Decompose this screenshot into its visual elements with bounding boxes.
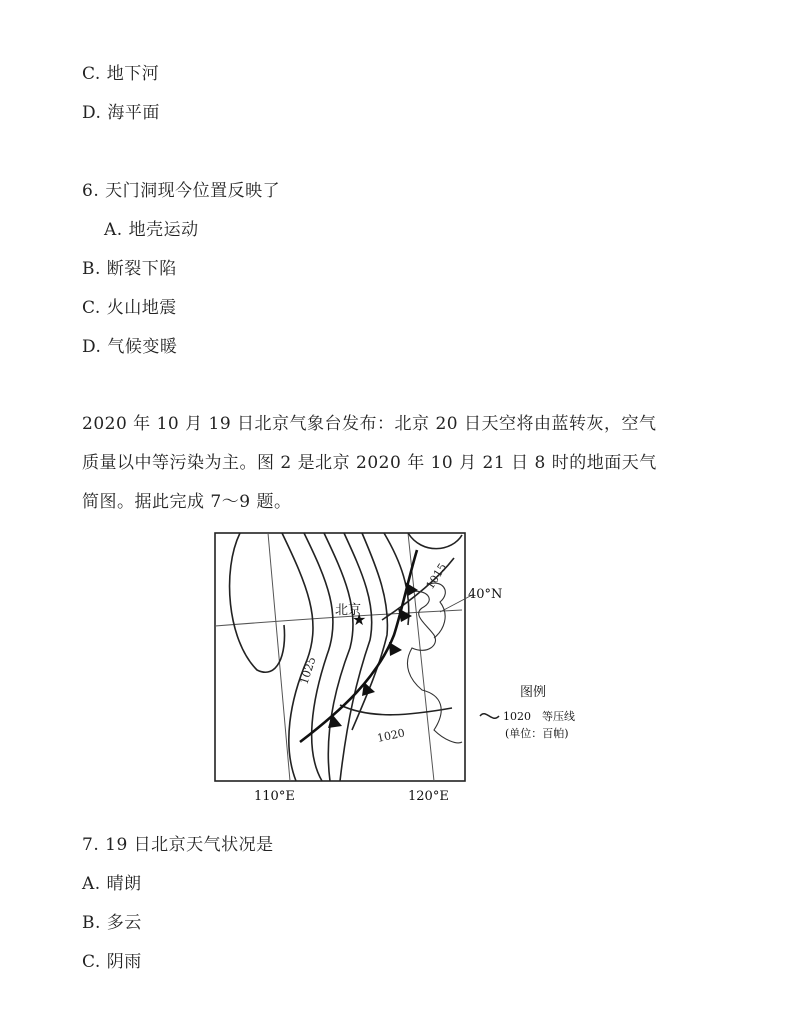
q6-option-b: B. 断裂下陷 xyxy=(82,259,177,279)
q5-option-d: D. 海平面 xyxy=(82,103,160,123)
q6-stem: 6. 天门洞现今位置反映了 xyxy=(82,181,281,201)
q6-option-d: D. 气候变暖 xyxy=(82,337,178,357)
isobar-west xyxy=(230,533,285,672)
lon-label-120: 120°E xyxy=(408,789,449,804)
city-label: 北京 xyxy=(335,603,362,618)
q5-option-c: C. 地下河 xyxy=(82,64,160,84)
legend-isobar-icon xyxy=(480,714,499,719)
isobar-1020 xyxy=(340,705,452,715)
isobar-label-1020: 1020 xyxy=(375,726,407,745)
passage-line-3: 简图。据此完成 7～9 题。 xyxy=(82,492,292,512)
q7-option-c: C. 阴雨 xyxy=(82,952,142,972)
isobar-ne xyxy=(408,533,462,549)
legend-value: 1020 xyxy=(503,710,531,723)
passage-line-1: 2020 年 10 月 19 日北京气象台发布：北京 20 日天空将由蓝转灰，空气 xyxy=(82,414,657,434)
isobar-inner-3 xyxy=(340,533,372,781)
isobar-north xyxy=(384,533,409,625)
isobar-inner-2 xyxy=(324,533,353,781)
meridian-110 xyxy=(268,533,290,781)
q6-option-a: A. 地壳运动 xyxy=(104,220,199,240)
lat-label: 40°N xyxy=(468,587,503,602)
isobar-label-1025: 1025 xyxy=(297,655,319,686)
q7-stem: 7. 19 日北京天气状况是 xyxy=(82,835,274,855)
q7-option-a: A. 晴朗 xyxy=(82,874,142,894)
legend-name: 等压线 xyxy=(542,710,575,723)
isobar-label-1015: 1015 xyxy=(423,560,450,592)
lon-label-110: 110°E xyxy=(254,789,295,804)
q7-option-b: B. 多云 xyxy=(82,913,142,933)
legend-unit: (单位：百帕) xyxy=(505,727,569,740)
q6-option-c: C. 火山地震 xyxy=(82,298,177,318)
weather-map xyxy=(212,530,592,810)
isobars xyxy=(230,533,462,781)
passage xyxy=(82,413,712,530)
beijing-star-icon: ★ xyxy=(352,610,367,629)
legend-title: 图例 xyxy=(520,685,547,700)
passage-line-2: 质量以中等污染为主。图 2 是北京 2020 年 10 月 21 日 8 时的地面天气 xyxy=(82,453,657,473)
